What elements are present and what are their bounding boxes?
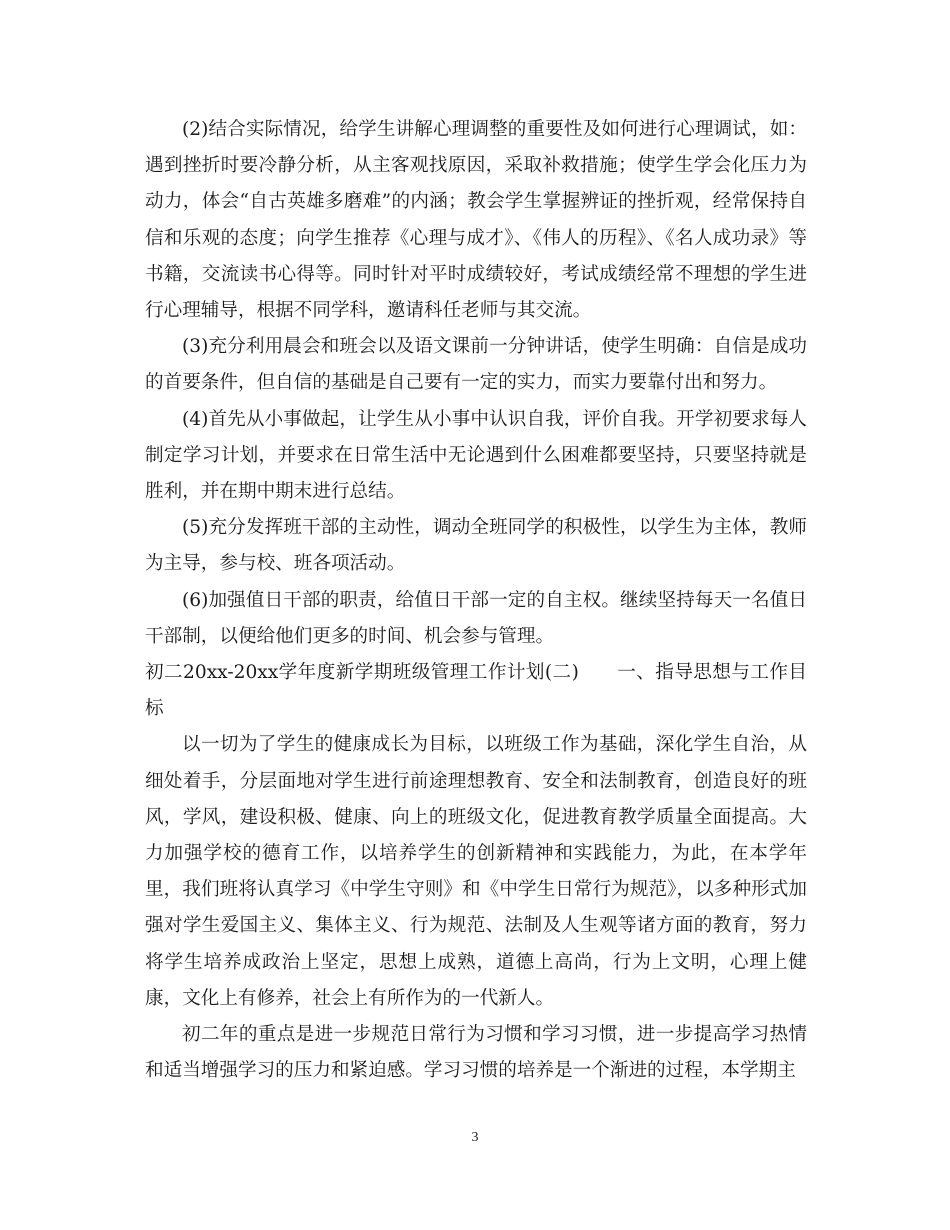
paragraph-item-4: (4)首先从小事做起，让学生从小事中认识自我，评价自我。开学初要求每人制定学习计划，并要求在日常生活中无论遇到什么困难都要坚持，只要坚持就是胜利，并在期中期末进行总结。 xyxy=(145,408,807,503)
document-body xyxy=(145,112,807,1089)
paragraph-item-3: (3)充分利用晨会和班会以及语文课前一分钟讲话，使学生明确：自信是成功的首要条件，但自信的基础是自己要有一定的实力，而实力要靠付出和努力。 xyxy=(145,336,807,394)
paragraph-grade-two-focus: 初二年的重点是进一步规范日常行为习惯和学习习惯，进一步提高学习热情和适当增强学习的压力和紧迫感。学习习惯的培养是一个渐进的过程，本学期主 xyxy=(145,1024,807,1082)
paragraph-item-2: (2)结合实际情况，给学生讲解心理调整的重要性及如何进行心理调试，如：遇到挫折时要冷静分析，从主客观找原因，采取补救措施；使学生学会化压力为动力，体会“自古英雄多磨难”的内涵；教会学生掌握辨证的挫折观，经常保持自信和乐观的态度；向学生推荐《心理与成才》、《伟人的历程》、《名人成功录》等书籍，交流读书心得等。同时针对平时成绩较好，考试成绩经常不理想的学生进行心理辅导，根据不同学科，邀请科任老师与其交流。 xyxy=(145,119,807,322)
page-number: 3 xyxy=(471,1130,479,1145)
paragraph-item-6: (6)加强值日干部的职责，给值日干部一定的自主权。继续坚持每天一名值日干部制，以便给他们更多的时间、机会参与管理。 xyxy=(145,589,807,647)
section-heading: 初二20xx-20xx学年度新学期班级管理工作计划(二) 一、指导思想与工作目标 xyxy=(145,662,807,720)
paragraph-item-5: (5)充分发挥班干部的主动性，调动全班同学的积极性，以学生为主体，教师为主导，参与校、班各项活动。 xyxy=(145,517,807,575)
paragraph-guiding-thought: 以一切为了学生的健康成长为目标，以班级工作为基础，深化学生自治，从细处着手，分层面地对学生进行前途理想教育、安全和法制教育，创造良好的班风，学风，建设积极、健康、向上的班级文化，促进教育教学质量全面提高。大力加强学校的德育工作，以培养学生的创新精神和实践能力，为此，在本学年里，我们班将认真学习《中学生守则》和《中学生日常行为规范》，以多种形式加强对学生爱国主义、集体主义、行为规范、法制及人生观等诸方面的教育，努力将学生培养成政治上坚定，思想上成熟，道德上高尚，行为上文明，心理上健康，文化上有修养，社会上有所作为的一代新人。 xyxy=(145,734,807,1009)
